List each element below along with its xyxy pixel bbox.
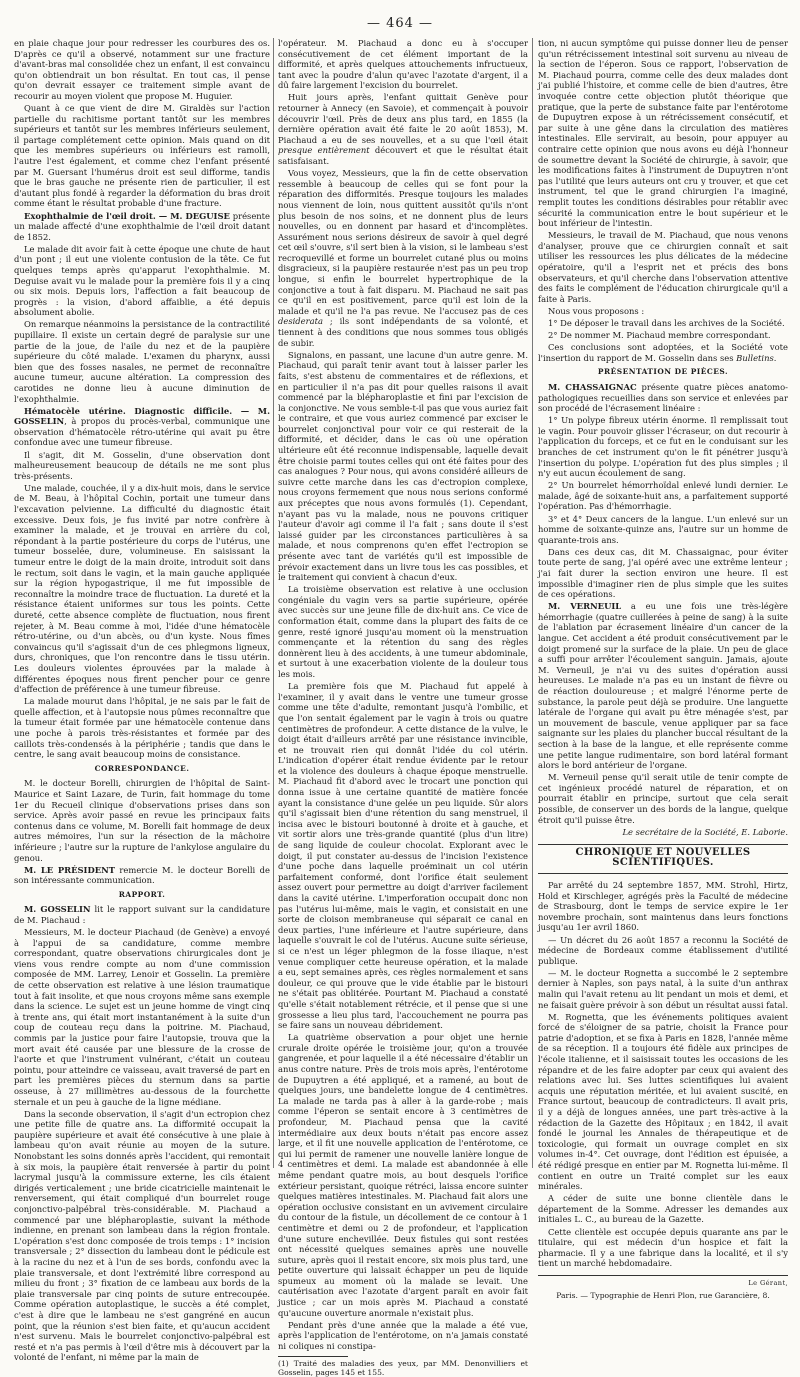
- imprint-rule: [538, 1275, 788, 1276]
- paragraph: Pendant près d'une année que la malade a été vue, après l'application de l'entérotome, on n'a jamais constaté ni coliques ni constipa-: [278, 1319, 528, 1351]
- paragraph: [538, 601, 788, 771]
- paragraph: La troisième observation est relative à une occlusion congéniale du vagin vers sa partie supérieure, opérée avec succès sur une jeune fille de dix-huit ans. Ce vice de conformation était, comme dans la plupart des faits de ce genre, resté ignoré jusqu'au moment où la menstruation commençante et la rétention du sang des règles donnèrent lieu à des accidents, à une tumeur abdominale, et surtout à une exacerbation violente de la douleur tous les mois.: [278, 584, 528, 680]
- paragraph: tion, ni aucun symptôme qui puisse donner lieu de penser qu'un rétrécissement intestinal soit survenu au niveau de la section de l'éperon. Sous ce rapport, l'observation de M. Piachaud pourra, comme celle des deux malades dont j'ai publié l'histoire, et comme celle de bien d'autres, être invoquée contre cette objection plutôt théorique que pratique, que la perte de substance faite par l'entérotome de Dupuytren expose à un rétrécissement consécutif, et par suite à une gêne dans la circulation des matières intestinales. Elle servirait, au besoin, pour appuyer au contraire cette opinion que nous avons eu déjà l'honneur de soumettre devant la Société de chirurgie, à savoir, que les modifications faites à l'instrument de Dupuytren n'ont pas l'utilité que leurs auteurs ont cru y trouver, et que cet instrument, tel que le grand chirurgien l'a imaginé, remplit toutes les conditions désirables pour rétablir avec sécurité la communication entre le bout supérieur et le bout inférieur de l'intestin.: [538, 38, 788, 229]
- paragraph: Signalons, en passant, une lacune d'un autre genre. M. Piachaud, qui paraît tenir avant tout à laisser parler les faits, s'est abstenu de commentaires et de réflexions, et en particulier il n'a pas dit pour quelles raisons il avait commencé par la blépharoplastie et fini par l'excision de la conjonctive. Ne vous semble-t-il pas que vous auriez fait le contraire, et que vous auriez commencé par exciser le bourrelet conjonctival pour voir ce qui resterait de la difformité, et décider, dans le cas où une opération ultérieure eût été reconnue indispensable, laquelle devait être choisie parmi toutes celles qui ont été faites pour des cas analogues ? Pour nous, qui avons considéré ailleurs de suivre cette marche dans les cas d'ectropion complexe, nous croyons fermement que nous nous serions conformé aux préceptes que nous avons formulés (1). Cependant, n'ayant pas vu la malade, nous ne pouvons critiquer l'auteur d'avoir agi comme il l'a fait ; sans doute il s'est laissé guider par les circonstances particulières à sa malade, et nous comprenons qu'en effet l'ectropion se présente avec tant de variétés qu'il est impossible de prévoir exactement dans un livre tous les cas possibles, et le traitement qui convient à chacun d'eux.: [278, 349, 528, 583]
- paragraph: 2° De nommer M. Piachaud membre correspondant.: [548, 330, 771, 341]
- paragraph: La malade mourut dans l'hôpital, je ne sais par le fait de quelle affection, et à l'autopsie nous pûmes reconnaître que la tumeur était formée par une hématocèle contenue dans une poche à parois très-résistantes et formée par des caillots très-condensés à la périphérie ; tandis que dans le centre, le sang avait beaucoup moins de consistance.: [14, 696, 270, 760]
- news-item: M. Rognetta, que les événements politiques avaient forcé de s'éloigner de sa patrie, choisit la France pour patrie d'adoption, et se fixa à Paris en 1828, l'année même de sa réception. Il a toujours été fidèle aux principes de l'école italienne, et il saisissait toutes les occasions de les répandre et de les faire adopter par ceux qui avaient des relations avec lui. Ses luttes scientifiques lui avaient acquis une réputation méritée, et lui avaient suscité, en France surtout, beaucoup de contradicteurs. Il avait pris, il y a déjà de longues années, une part très-active à la rédaction de la Gazette des Hôpitaux ; en 1842, il avait fondé le journal les Annales de thérapeutique et de toxicologie, qui formait un ouvrage complet en six volumes in-4°. Cet ouvrage, dont l'édition est épuisée, a été rédigé presque en entier par M. Rognetta lui-même. Il contient en outre un Traité complet sur les eaux minérales.: [538, 1011, 788, 1192]
- paragraph: [14, 406, 270, 448]
- paragraph: [278, 92, 528, 166]
- paragraph-text: remercie M. le docteur Borelli de son intéressante communication.: [14, 864, 270, 886]
- column-divider: [273, 38, 274, 1168]
- section-heading: Exophthalmie de l'œil droit. — M. DEGUISE: [24, 210, 230, 221]
- paragraph: Le malade dit avoir fait à cette époque une chute de haut d'un pont ; il eut une violente contusion de la tête. Ce fut quelques temps après qu'apparut l'exophthalmie. M. Deguise avait vu le malade pour la première fois il y a cinq ou six mois. Depuis lors, l'affection a fait beaucoup de progrès : la vision, d'abord affaiblie, a été depuis absolument abolie.: [14, 243, 270, 318]
- column-divider: [532, 38, 533, 1168]
- column-left: [14, 38, 270, 1363]
- column-middle: [278, 38, 528, 1377]
- paragraph: Nous vous proposons :: [548, 305, 645, 316]
- paragraph: en plaie chaque jour pour redresser les courbures des os. D'après ce qu'il a observé, notamment sur une fracture d'avant-bras mal consolidée chez un enfant, il est convaincu qu'on obtiendrait un bon résultat. En tout cas, il pense qu'on devrait essayer ce traitement simple avant de recourir au moyen violent que propose M. Huguier.: [14, 38, 270, 101]
- paragraph-text: ; ils sont indépendants de sa volonté, et tiennent à des conditions que nous sommes tous obligés de subir.: [278, 316, 528, 348]
- paragraph: [538, 342, 788, 363]
- speaker-name: M. VERNEUIL: [548, 601, 622, 612]
- paragraph: Messieurs, M. le docteur Piachaud (de Genève) a envoyé à l'appui de sa candidature, comme membre correspondant, quatre observations chirurgicales dont je viens vous rendre compte au nom d'une commission composée de MM. Larrey, Lenoir et Gosselin. La première de cette observation est relative à une lésion traumatique tout à fait insolite, et que nous croyons même sans exemple dans la science. Le sujet est un jeune homme de vingt cinq à trente ans, qui était mort instantanément à la suite d'un coup de couteau reçu dans la poitrine. M. Piachaud, commis par la justice pour faire l'autopsie, trouva que la mort avait été causée par une blessure de la crosse de l'aorte et que l'instrument vulnérant, c'était un couteau pointu, pour atteindre ce vaisseau, avait traversé de part en part les premières pièces du sternum dans sa partie osseuse, à 27 millimètres au-dessous de la fourchette sternale et un peu à gauche de la ligne médiane.: [14, 927, 270, 1107]
- news-item: — M. le docteur Rognetta a succombé le 2 septembre dernier à Naples, son pays natal, à la suite d'un anthrax malin qui l'avait retenu au lit pendant un mois et demi, et ne faisait guère prévoir à son début un résultat aussi fatal.: [538, 967, 788, 1010]
- speaker-name: M. LE PRÉSIDENT: [24, 864, 115, 875]
- speaker-name: M. CHASSAIGNAC: [548, 381, 637, 392]
- paragraph: [278, 168, 528, 348]
- paragraph: Dans la seconde observation, il s'agit d'un ectropion chez une petite fille de quatre ans. La difformité occupait la paupière supérieure et avait été consécutive à une plaie à lambeau qu'on avait réunie au moyen de la suture. Nonobstant les soins donnés après l'accident, qui remontait à six mois, la paupière était renversée à partir du point lacrymal jusqu'à la commissure externe, les cils étaient dirigés verticalement ; une bride cicatricielle maintenait le renversement, qui était compliqué d'un bourrelet rouge conjonctivo-palpébral très-considérable. M. Piachaud a commencé par une blépharoplastie, suivant la méthode indienne, en prenant son lambeau dans la région frontale. L'opération s'est donc composée de trois temps : 1° incision transversale ; 2° dissection du lambeau dont le pédicule est à la racine du nez et à l'un de ses bords, confondu avec la plaie transversale, et dont l'extrémité libre correspond au milieu du front ; 3° fixation de ce lambeau aux bords de la plaie transversale par cinq points de suture entrecoupée. Comme opération autoplastique, le succès a été complet, c'est à dire que le lambeau ne s'est gangréné en aucun point, que la réunion s'est bien faite, et qu'aucun accident n'est survenu. Mais le bourrelet conjonctivo-palpébral est resté et n'a pas permis à l'œil d'être mis à découvert par la volonté de l'enfant, ni même par la main de: [14, 1108, 270, 1363]
- paragraph-text: découvert et que le résultat était satisfaisant.: [278, 145, 528, 167]
- paragraph: [14, 211, 270, 243]
- advertisement: Cette clientèle est occupée depuis quarante ans par le titulaire, qui est médecin d'un hospice et fait la pharmacie. Il y a une fabrique dans la localité, et il s'y tient un marché hebdomadaire.: [538, 1226, 788, 1269]
- chronique-title: CHRONIQUE ET NOUVELLES SCIENTIFIQUES.: [575, 846, 751, 869]
- gerant-label: Le Gérant,: [748, 1278, 788, 1287]
- paragraph-text: .: [773, 352, 777, 363]
- section-title-presentation: PRÉSENTATION DE PIÈCES.: [597, 367, 729, 377]
- paragraph: Quant à ce que vient de dire M. Giraldès sur l'action partielle du rachitisme portant tantôt sur les membres supérieurs et tantôt sur les membres inférieurs seulement, il partage complétement cette opinion. Mais quand on dit que les membres supérieurs ou inférieurs est ramolli, l'autre l'est également, et comme chez l'enfant présenté par M. Guersant l'humérus droit est seul difforme, tandis que le bras gauche ne présente rien de particulier, il est d'autant plus fondé à regarder la déformation du bras droit comme étant le résultat probable d'une fracture.: [14, 103, 270, 209]
- paragraph: M. le docteur Borelli, chirurgien de l'hôpital de Saint-Maurice et Saint Lazare, de Turin, fait hommage du tome 1er du Recueil clinique d'observations prises dans son service. Après avoir passé en revue les principaux faits contenus dans ce volume, M. Borelli fait hommage de deux autres mémoires, l'un sur la résection de la mâchoire inférieure ; l'autre sur la rupture de l'ankylose angulaire du genou.: [14, 778, 270, 863]
- printer-imprint: Paris. — Typographie de Henri Plon, rue Garancière, 8.: [556, 1290, 770, 1300]
- paragraph: La première fois que M. Piachaud fut appelé à l'examiner, il y avait dans le ventre une tumeur grosse comme une tête d'adulte, remontant jusqu'à l'ombilic, et que l'on sentait également par le vagin à trois ou quatre centimètres de profondeur. A cette distance de la vulve, le doigt était d'ailleurs arrêté par une résistance invincible, et ne trouvait rien qui donnât l'idée du col utérin. L'indication d'opérer était rendue évidente par le retour et la violence des douleurs à chaque époque menstruelle. M. Piachaud fit d'abord avec le trocart une ponction qui donna issue à une certaine quantité de matière foncée ayant la consistance d'une gelée un peu liquide. Sûr alors qu'il s'agissait bien d'une rétention du sang menstruel, il incisa avec le bistouri boutonné à droite et à gauche, et vit sortir alors une très-grande quantité (plus d'un litre) de sang liquide de couleur chocolat. Explorant avec le doigt, il put constater au-dessus de l'incision l'existence d'une poche dans laquelle proéminait un col utérin parfaitement conformé, dont l'orifice était seulement assez ouvert pour permettre au doigt d'arriver facilement dans la cavité utérine. L'imperforation occupait donc non pas l'utérus lui-même, mais le vagin, et consistait en une sorte de cloison membraneuse qui séparait ce canal en deux parties, l'une inférieure et l'autre supérieure, dans laquelle s'ouvrait le col de l'utérus. Aucune suite sérieuse, si ce n'est un léger phlegmon de la fosse iliaque, n'est venue compliquer cette heureuse opération, et la malade a eu, sept semaines après, ces règles normalement et sans douleur, ce qui prouve que le vide établie par le bistouri ne s'était pas oblitérée. Pourtant M. Piachaud a constaté qu'elle s'était notablement rétrécie, et il pense que si une grossesse a lieu plus tard, l'accouchement ne pourra pas se faire sans un nouveau débridement.: [278, 681, 528, 1031]
- paragraph: On remarque néanmoins la persistance de la contractilité pupillaire. Il existe un certain degré de paralysie sur une partie de la joue, de l'aile du nez et de la paupière supérieure du côté malade. L'examen du pharynx, aussi bien que des fosses nasales, ne permet de reconnaître aucune tumeur, aucune altération. La compression des carotides ne donne lieu à aucune diminution de l'exophthalmie.: [14, 319, 270, 404]
- page-number: — 464 —: [366, 16, 434, 31]
- paragraph: [14, 904, 270, 925]
- paragraph: Dans ces deux cas, dit M. Chassaignac, pour éviter toute perte de sang, j'ai opéré avec une extrême lenteur ; j'ai fait durer la section environ une heure. Il est impossible d'imaginer rien de plus simple que les suites de ces opérations.: [538, 546, 788, 600]
- section-heading: Hématocèle utérine. Diagnostic difficile. — M. GOSSELIN: [14, 405, 270, 427]
- paragraph: 2° Un bourrelet hémorrhoïdal enlevé lundi dernier. Le malade, âgé de soixante-huit ans, a parfaitement supporté l'opération. Pas d'hémorrhagie.: [538, 480, 788, 512]
- paragraph: [14, 865, 270, 886]
- paragraph: La quatrième observation a pour objet une hernie crurale droite opérée le troisième jour, qu'on a trouvée gangrenée, et pour laquelle il a été nécessaire d'établir un anus contre nature. Près de trois mois après, l'entérotome de Dupuytren a été appliqué, et a ramené, au bout de quelques jours, une bandelette longue de 4 centimètres. La malade ne tarda pas à aller à la garde-robe ; mais comme l'éperon se sentait encore à 3 centimètres de profondeur, M. Piachaud pensa que la cavité intermédiaire aux deux bouts n'était pas encore assez large, et il fit une nouvelle application de l'entérotome, ce qui lui permit de ramener une nouvelle lanière longue de 4 centimètres et demi. La malade est abandonnée à elle même pendant quatre mois, au bout desquels l'orifice extérieur persistant, quoique rétréci, laissa encore suinter quelques matières intestinales. M. Piachaud fait alors une opération occlusive consistant en un avivement circulaire du contour de la fistule, un décollement de ce contour à 1 centimètre et demi ou 2 de profondeur, et l'application d'une suture enchevillée. Deux fistules qui sont restées ont nécessité quelques semaines après une nouvelle suture, après quoi il restait encore, six mois plus tard, une petite ouverture qui laissait échapper un peu de liquide spumeux au moment où la malade se levait. Une cautérisation avec l'azotate d'argent paraît en avoir fait justice ; car un mois après M. Piachaud a constaté qu'aucune ouverture anormale n'existait plus.: [278, 1032, 528, 1318]
- paragraph-text: Vous voyez, Messieurs, que la fin de cette observation ressemble à beaucoup de celles qui se font pour la réparation des difformités. Presque toujours les malades nous viennent de loin, nous quittent aussitôt qu'ils n'ont plus besoin de nos soins, et ne donnent plus de leurs nouvelles, ou en donnent par hasard et d'incomplètes. Assurément nous serions désireux de savoir à quel degré cet œil s'ouvre, s'il sert bien à la vision, si le lambeau s'est recroquevillé et forme un bourrelet cutané plus ou moins disgracieux, si la paupière restaurée n'est pas un peu trop longue, si enfin le bourrelet hypertrophique de la conjonctive a tout à fait disparu. M. Piachaud ne sait pas ce qu'il en est positivement, parce qu'il est loin de la malade et qu'il ne l'a pas revue. Ne l'accusez pas de ces: [278, 168, 528, 316]
- advertisement: A céder de suite une bonne clientèle dans le département de la Somme. Adresser les demandes aux initiales L. C., au bureau de la Gazette.: [538, 1193, 788, 1225]
- paragraph-text: Ces conclusions sont adoptées, et la Société vote l'insertion du rapport de M. Gosselin dans ses: [538, 342, 788, 363]
- column-right: [538, 38, 788, 1300]
- section-rule: [538, 873, 788, 874]
- news-item: Par arrêté du 24 septembre 1857, MM. Strohl, Hirtz, Hold et Kirschleger, agrégés près la Faculté de médecine de Strasbourg, dont le temps de service expire le 1er novembre prochain, sont maintenus dans leurs fonctions jusqu'au 1er avril 1860.: [538, 880, 788, 933]
- footnote: (1) Traité des maladies des yeux, par MM. Denonvilliers et Gosselin, pages 145 et 155.: [278, 1358, 528, 1377]
- paragraph-text: a eu une fois une très-légère hémorrhagie (quatre cuillerées à peine de sang) à la suite de l'ablation par écrasement linéaire d'un cancer de la langue. Cet accident a été produit consécutivement par le doigt promené sur la surface de la plaie. Un peu de glace a suffi pour arrêter l'écoulement sanguin. Jamais, ajoute M. Verneuil, je n'ai vu des suites d'opération aussi heureuses. Le malade n'a pas eu un instant de fièvre ou de réaction douloureuse ; et malgré l'énorme perte de substance, la parole peut déjà se produire. Une languette latérale de l'organe qui avait pu être ménagée s'est, par un mouvement de bascule, venue appliquer par sa face saignante sur les plaies du plancher buccal résultant de la section à la base de la langue, et elle représente comme une petite langue rudimentaire, son bord latéral formant alors le bord antérieur de l'organe.: [538, 601, 788, 771]
- italic-text: desiderata: [278, 316, 323, 327]
- paragraph: 3° et 4° Deux cancers de la langue. L'un enlevé sur un homme de soixante-quinze ans, l'autre sur un homme de quarante-trois ans.: [538, 513, 788, 545]
- paragraph-text: Huit jours après, l'enfant quittait Genève pour retourner à Annecy (en Savoie), et commençait à pouvoir découvrir l'œil. Près de deux ans plus tard, en 1855 (la dernière opération avait été faite le 20 août 1853), M. Piachaud a eu de ses nouvelles, et a su que l'œil était: [278, 92, 528, 145]
- secretary-signature: Le secrétaire de la Société, E. Laborie.: [622, 827, 788, 838]
- section-rule: [538, 844, 788, 845]
- paragraph: l'opérateur. M. Piachaud a donc eu à s'occuper consécutivement de cet élément important de la difformité, et après quelques attouchements infructueux, tant avec la poudre d'alun qu'avec l'azotate d'argent, il a dû faire largement l'excision du bourrelet.: [278, 38, 528, 91]
- news-item: — Un décret du 26 août 1857 a reconnu la Société de médecine de Bordeaux comme établissement d'utilité publique.: [538, 934, 788, 966]
- speaker-name: M. GOSSELIN: [24, 904, 91, 915]
- paragraph: [538, 382, 788, 414]
- paragraph: 1° De déposer le travail dans les archives de la Société.: [548, 317, 785, 328]
- paragraph: M. Verneuil pense qu'il serait utile de tenir compte de cet ingénieux procédé naturel de réparation, et on pourrait établir en principe, surtout que cela serait possible, de conserver un des bords de la langue, quelque étroit qu'il puisse être.: [538, 772, 788, 825]
- paragraph: Il s'agit, dit M. Gosselin, d'une observation dont malheureusement beaucoup de détails ne me sont plus très-présents.: [14, 449, 270, 481]
- paragraph-text: lit le rapport suivant sur la candidature de M. Piachaud :: [14, 904, 270, 925]
- paragraph-text: présente un malade affecté d'une exophthalmie de l'œil droit datant de 1852.: [14, 210, 270, 242]
- paragraph: Une malade, couchée, il y a dix-huit mois, dans le service de M. Beau, à l'hôpital Cochin, portait une tumeur dans l'excavation pelvienne. La difficulté du diagnostic était excessive. Deux fois, je fus invité par notre confrère à examiner la malade, et je trouvai en arrière du col, répondant à la partie postérieure du corps de l'utérus, une tumeur bosselée, dure, volumineuse. En saisissant la tumeur entre le doigt de la main droite, introduit soit dans le rectum, soit dans le vagin, et la main gauche appliquée sur la région hypogastrique, il me fut impossible de reconnaître la moindre trace de fluctuation. La dureté et la résistance étaient uniformes sur tous les points. Cette dureté, cette absence complète de fluctuation, nous firent rejeter, à M. Beau comme à moi, l'idée d'une hématocèle rétro-utérine, ou d'un abcès, ou d'un kyste. Nous fîmes convaincus qu'il s'agissait d'un de ces phlegmons ligneux, durs, chroniques, que l'on rencontre dans le tissu utérin. Les douleurs violentes éprouvées par la malade à différentes époques nous firent pencher pour ce genre d'affection de préférence à une tumeur fibreuse.: [14, 482, 270, 695]
- section-title-rapport: RAPPORT.: [118, 889, 166, 899]
- paragraph-text: présente quatre pièces anatomo-pathologiques recueillies dans son service et enlevées par son procédé de l'écrasement linéaire :: [538, 381, 788, 414]
- paragraph-text: , à propos du procès-verbal, communique une observation d'hématocèle rétro-utérine qui avait pu être confondue avec une tumeur fibreuse.: [14, 416, 270, 448]
- footnote-rule: [278, 1356, 348, 1357]
- italic-text: Bulletins: [736, 352, 774, 363]
- italic-text: presque entièrement: [278, 145, 370, 156]
- section-title-correspondance: CORRESPONDANCE.: [94, 763, 190, 773]
- paragraph: Messieurs, le travail de M. Piachaud, que nous venons d'analyser, prouve que ce chirurgien connaît et sait utiliser les ressources les plus délicates de la médecine opératoire, qu'il a l'esprit net et précis des bons observateurs, et qu'il cherche dans l'observation attentive des faits le complément de l'éducation chirurgicale qu'il a faite à Paris.: [538, 230, 788, 304]
- paragraph: 1° Un polype fibreux utérin énorme. Il remplissait tout le vagin. Pour pouvoir glisser l'écraseur, on dut recourir à l'application du forceps, et ce fut en le conduisant sur les branches de cet instrument qu'on le fit pénétrer jusqu'à l'insertion du polype. L'opération fut des plus simples ; il n'y eut aucun écoulement de sang.: [538, 415, 788, 479]
